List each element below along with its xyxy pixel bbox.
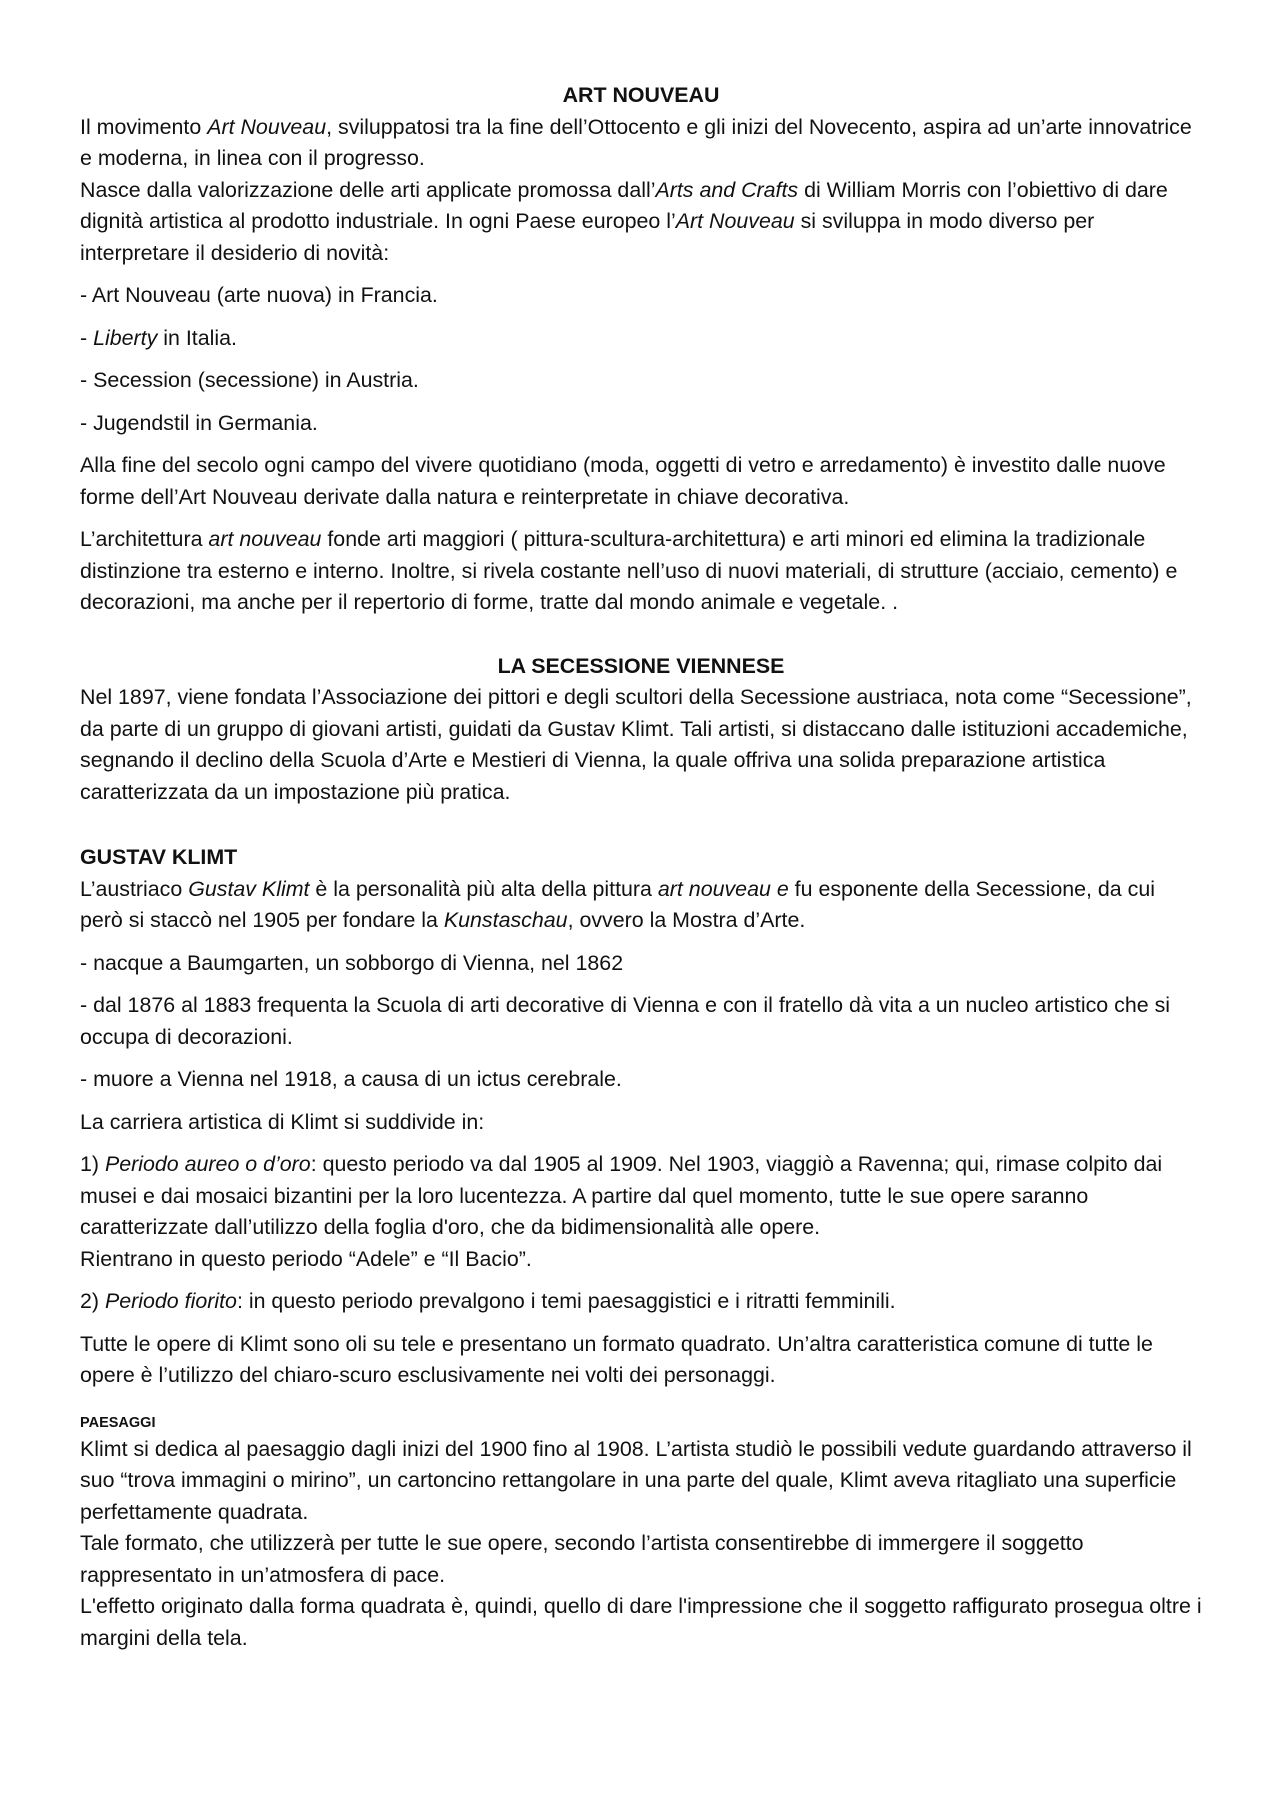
secessione-paragraph: Nel 1897, viene fondata l’Associazione dei pittori e degli scultori della Secessione austriaca, nota come “Secessione”, da parte di un gruppo di giovani artisti, guidati da Gustav Klimt. Tali artisti, si distaccano dalle istituzioni accademiche, segnando il declino della Scuola d’Arte e Mestieri di Vienna, la quale offriva una solida preparazione artistica caratterizzata da un impostazione più pratica. xyxy=(80,685,1192,804)
art-nouveau-intro: Il movimento Art Nouveau, sviluppatosi tra la fine dell’Ottocento e gli inizi del Novecento, aspira ad un’arte innovatrice e moderna, in linea con il progresso. xyxy=(80,114,1192,170)
klimt-title: GUSTAV KLIMT xyxy=(80,845,238,869)
paesaggi-paragraph-2: Tale formato, che utilizzerà per tutte le sue opere, secondo l’artista consentirebbe di immergere il soggetto rappresentato in un’atmosfera di pace. xyxy=(80,1531,1084,1587)
klimt-works-note: Tutte le opere di Klimt sono oli su tele e presentano un formato quadrato. Un’altra caratteristica comune di tutte le opere è l’utilizzo del chiaro-scuro esclusivamente nei volti dei personaggi. xyxy=(80,1331,1153,1387)
klimt-period-golden-works: Rientrano in questo periodo “Adele” e “Il Bacio”. xyxy=(80,1246,532,1271)
art-nouveau-origin: Nasce dalla valorizzazione delle arti applicate promossa dall’Arts and Crafts di William Morris con l’obiettivo di dare dignità artistica al prodotto industriale. In ogni Paese europeo l’Art Nouveau si sviluppa in modo diverso per interpretare il desiderio di novità: xyxy=(80,177,1168,265)
architecture-paragraph: L’architettura art nouveau fonde arti maggiori ( pittura-scultura-architettura) e arti minori ed elimina la tradizionale distinzione tra esterno e interno. Inoltre, si rivela costante nell’uso di nuovi materiali, di strutture (acciaio, cemento) e decorazioni, ma anche per il repertorio di forme, tratte dal mondo animale e vegetale. . xyxy=(80,527,1178,614)
list-item-francia: - Art Nouveau (arte nuova) in Francia. xyxy=(80,283,438,307)
klimt-intro: L’austriaco Gustav Klimt è la personalità più alta della pittura art nouveau e fu esponente della Secessione, da cui però si staccò nel 1905 per fondare la Kunstaschau, ovvero la Mostra d’Arte. xyxy=(80,876,1155,932)
list-item-austria: - Secession (secessione) in Austria. xyxy=(80,368,419,392)
secessione-title: LA SECESSIONE VIENNESE xyxy=(497,653,785,678)
klimt-period-golden: 1) Periodo aureo o d’oro: questo periodo va dal 1905 al 1909. Nel 1903, viaggiò a Ravenna; qui, rimase colpito dai musei e dai mosaici bizantini per la loro lucentezza. A partire dal quel momento, tutte le sue opere saranno caratterizzate dall’utilizzo della foglia d'oro, che da bidimensionalità alle opere. xyxy=(80,1152,1163,1239)
klimt-career: La carriera artistica di Klimt si suddivide in: xyxy=(80,1109,485,1134)
art-nouveau-title: ART NOUVEAU xyxy=(562,83,720,107)
paesaggi-paragraph-3: L'effetto originato dalla forma quadrata è, quindi, quello di dare l'impressione che il soggetto raffigurato prosegua oltre i margini della tela. xyxy=(80,1594,1202,1650)
klimt-bio-birth: - nacque a Baumgarten, un sobborgo di Vienna, nel 1862 xyxy=(80,950,624,975)
klimt-bio-death: - muore a Vienna nel 1918, a causa di un ictus cerebrale. xyxy=(80,1067,622,1091)
paesaggi-title: PAESAGGI xyxy=(80,1414,156,1431)
end-of-century-paragraph: Alla fine del secolo ogni campo del vivere quotidiano (moda, oggetti di vetro e arredamento) è investito dalle nuove forme dell’Art Nouveau derivate dalla natura e reinterpretate in chiave decorativa. xyxy=(80,453,1166,509)
paesaggi-paragraph-1: Klimt si dedica al paesaggio dagli inizi del 1900 fino al 1908. L’artista studiò le possibili vedute guardando attraverso il suo “trova immagini o mirino”, un cartoncino rettangolare in una parte del quale, Klimt aveva ritagliato una superficie perfettamente quadrata. xyxy=(80,1436,1192,1524)
list-item-italia: - Liberty in Italia. xyxy=(80,325,237,350)
list-item-germania: - Jugendstil in Germania. xyxy=(80,410,318,435)
klimt-period-flowered: 2) Periodo fiorito: in questo periodo prevalgono i temi paesaggistici e i ritratti femminili. xyxy=(80,1289,896,1313)
klimt-bio-school: - dal 1876 al 1883 frequenta la Scuola di arti decorative di Vienna e con il fratello dà vita a un nucleo artistico che si occupa di decorazioni. xyxy=(80,993,1171,1049)
